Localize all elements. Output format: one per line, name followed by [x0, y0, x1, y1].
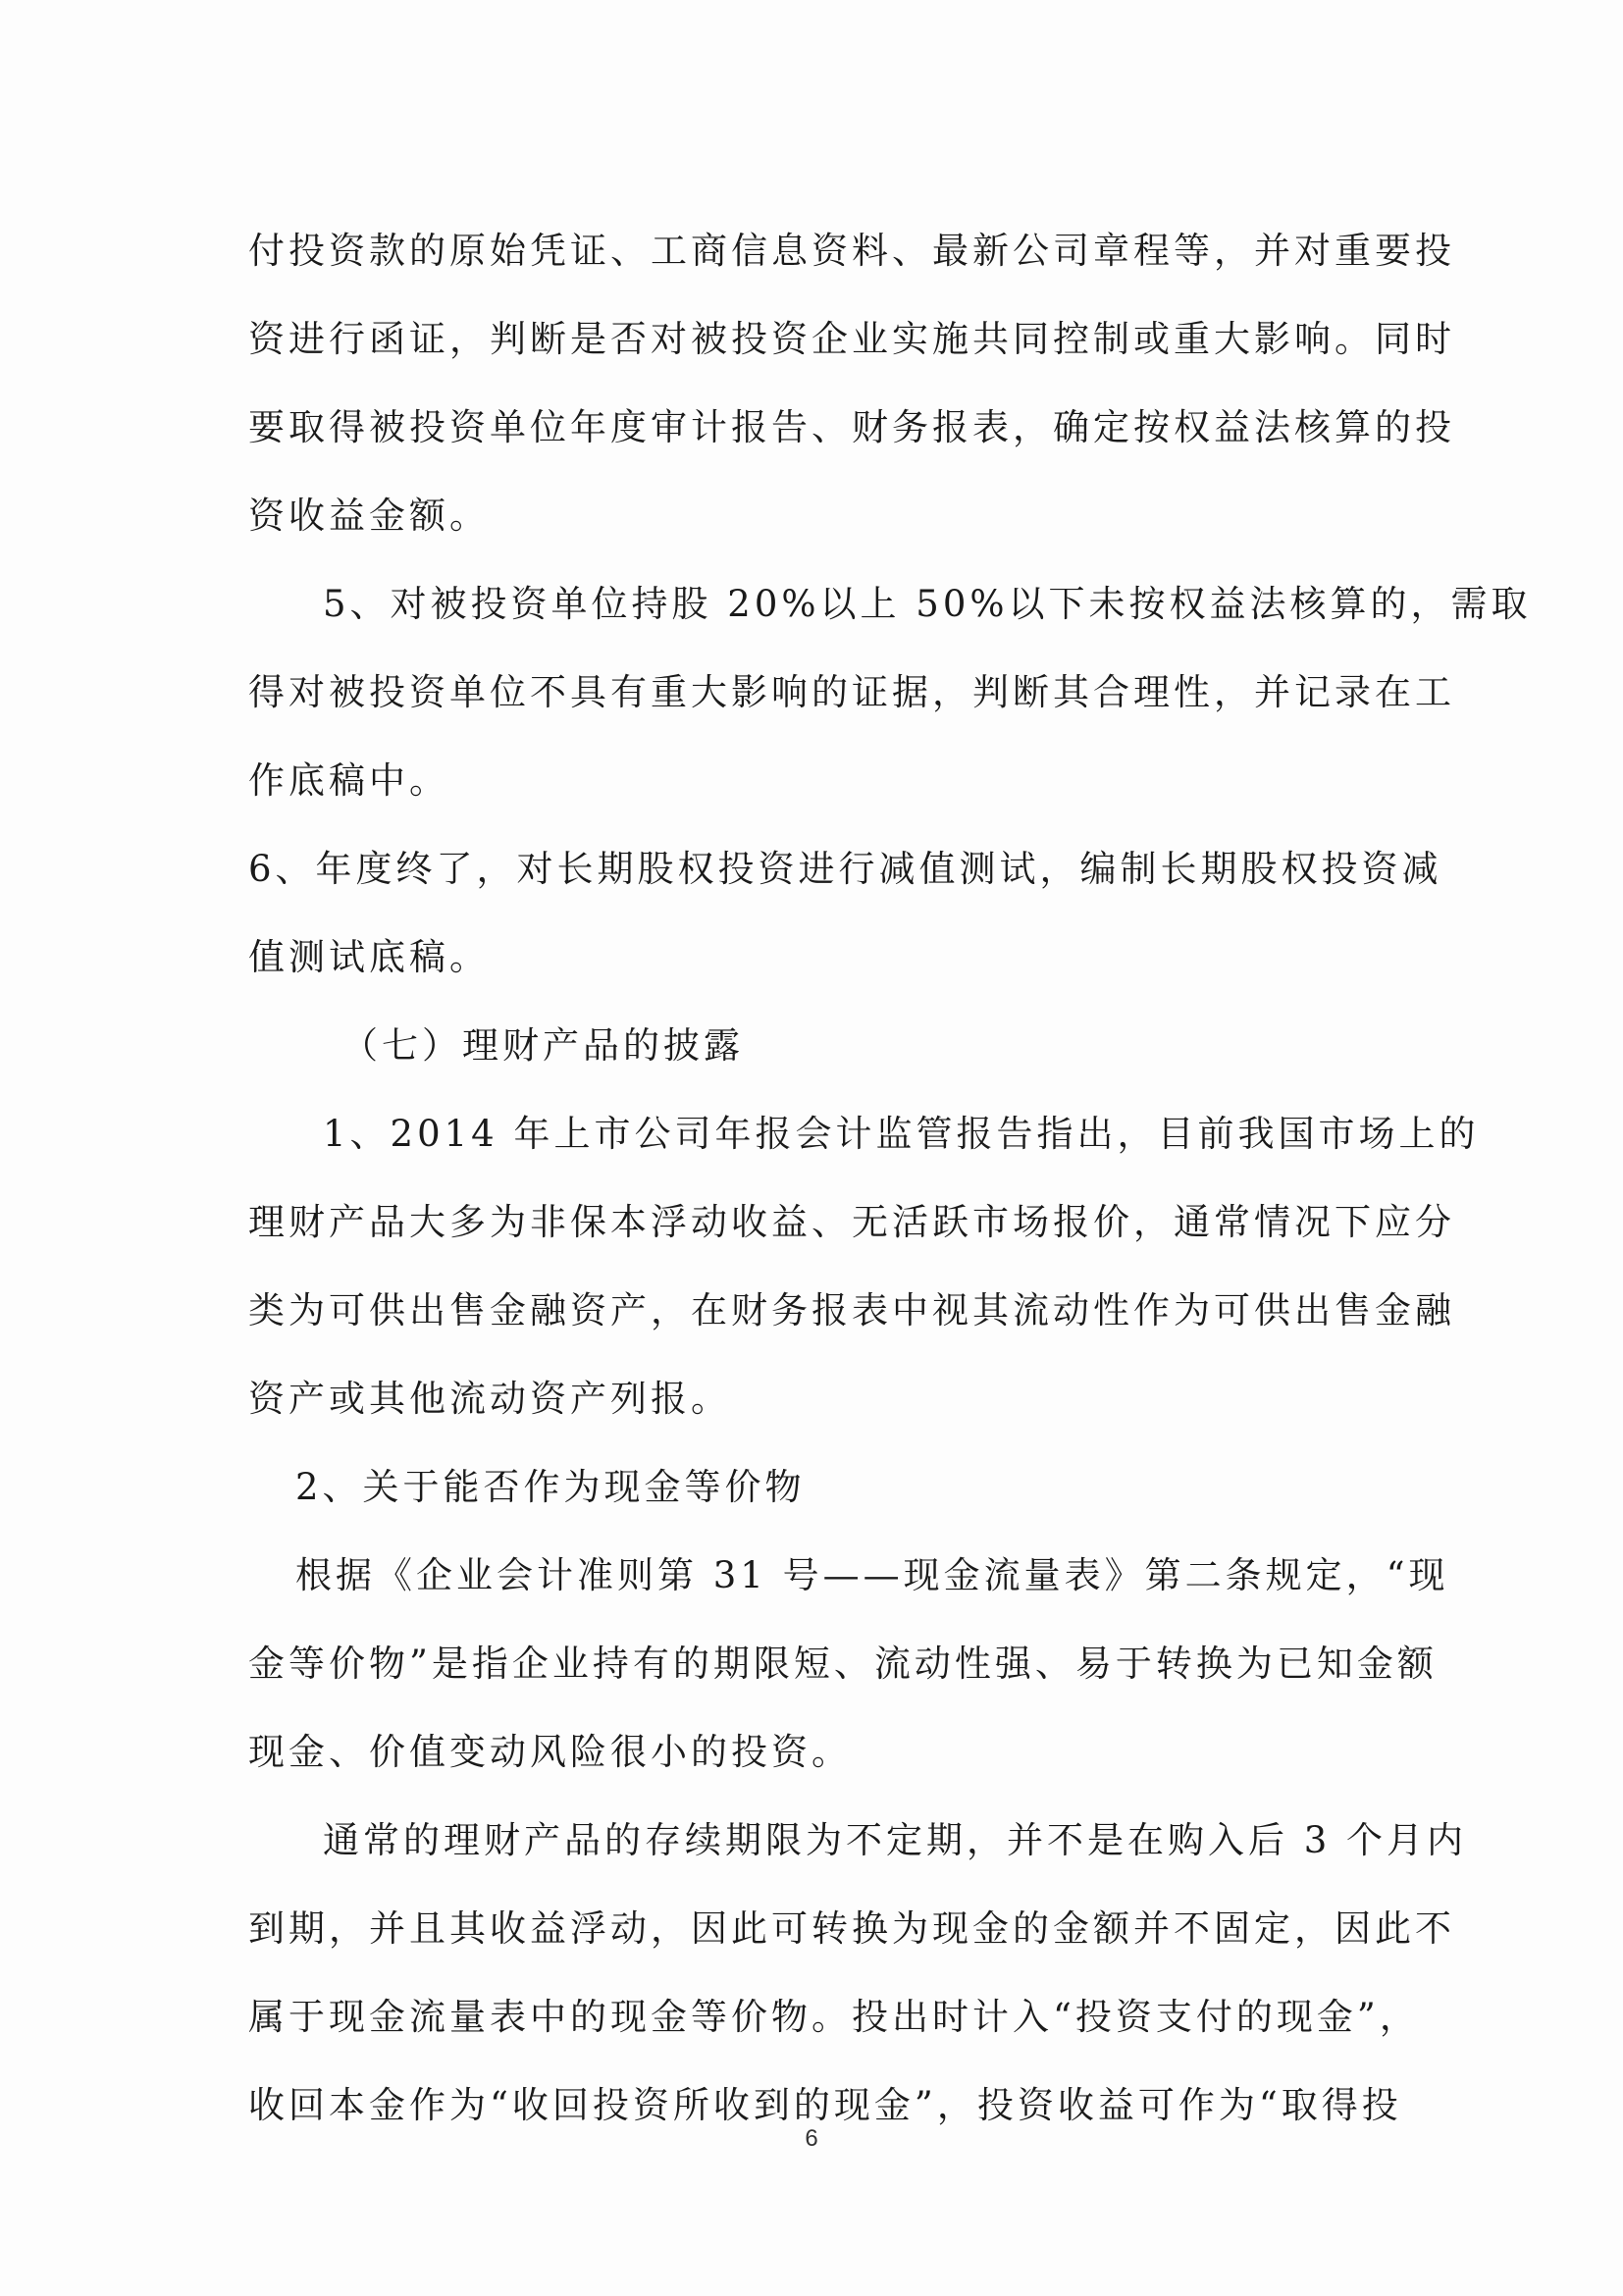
- paragraph-line: 通常的理财产品的存续期限为不定期，并不是在购入后 3 个月内: [323, 1819, 1468, 1861]
- paragraph-line: 资收益金额。: [248, 495, 490, 537]
- paragraph-line: 付投资款的原始凭证、工商信息资料、最新公司章程等，并对重要投: [248, 230, 1455, 272]
- body-text: [248, 207, 1532, 2150]
- paragraph-line: 根据《企业会计准则第 31 号——现金流量表》第二条规定，“现: [295, 1554, 1449, 1596]
- paragraph-line: 1、2014 年上市公司年报会计监管报告指出，目前我国市场上的: [323, 1113, 1480, 1155]
- paragraph-line: 值测试底稿。: [248, 936, 490, 978]
- page-number: 6: [805, 2125, 818, 2152]
- paragraph-line: 资进行函证，判断是否对被投资企业实施共同控制或重大影响。同时: [248, 318, 1455, 360]
- paragraph-line: 收回本金作为“收回投资所收到的现金”，投资收益可作为“取得投: [248, 2084, 1402, 2126]
- paragraph-line: 类为可供出售金融资产，在财务报表中视其流动性作为可供出售金融: [248, 1289, 1455, 1331]
- paragraph-line: 5、对被投资单位持股 20%以上 50%以下未按权益法核算的，需取: [323, 583, 1532, 625]
- section-heading: （七）理财产品的披露: [341, 1024, 744, 1067]
- paragraph-line: 理财产品大多为非保本浮动收益、无活跃市场报价，通常情况下应分: [248, 1201, 1455, 1243]
- paragraph-line: 到期，并且其收益浮动，因此可转换为现金的金额并不固定，因此不: [248, 1907, 1455, 1950]
- paragraph-line: 金等价物”是指企业持有的期限短、流动性强、易于转换为已知金额: [248, 1643, 1438, 1685]
- paragraph-line: 要取得被投资单位年度审计报告、财务报表，确定按权益法核算的投: [248, 406, 1455, 448]
- subsection-heading: 2、关于能否作为现金等价物: [295, 1466, 806, 1508]
- paragraph-line: 6、年度终了，对长期股权投资进行减值测试，编制长期股权投资减: [248, 848, 1442, 890]
- paragraph-line: 得对被投资单位不具有重大影响的证据，判断其合理性，并记录在工: [248, 671, 1455, 713]
- paragraph-line: 属于现金流量表中的现金等价物。投出时计入“投资支付的现金”，: [248, 1996, 1420, 2038]
- paragraph-line: 资产或其他流动资产列报。: [248, 1378, 731, 1420]
- paragraph-line: 现金、价值变动风险很小的投资。: [248, 1731, 852, 1773]
- paragraph-line: 作底稿中。: [248, 759, 449, 802]
